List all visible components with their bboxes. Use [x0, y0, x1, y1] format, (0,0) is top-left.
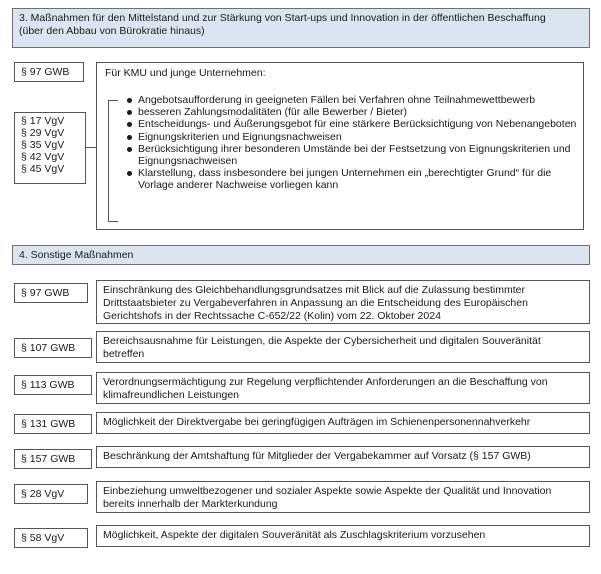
measure-description-text: Einschränkung des Gleichbehandlungsgrundsatzes mit Blick auf die Zulassung bestimmter Drittstaatsbieter zu Vergabeverfahren in Anpassung an die Entscheidung des Europäischen Gerichtshofs in der Rechtssache C-652/22 (Kolin) vom 22. Oktober 2024 — [103, 284, 528, 322]
legal-reference-label: § 97 GWB — [21, 287, 70, 299]
section-4-header — [12, 245, 590, 265]
section-4-title: 4. Sonstige Maßnahmen — [19, 249, 134, 261]
sme-measures-list — [126, 94, 581, 192]
list-item: Angebotsaufforderung in geeigneten Fällen bei Verfahren ohne Teilnahmewettbewerb — [126, 94, 581, 106]
legal-reference-label: § 131 GWB — [21, 418, 76, 430]
sme-measures-intro: Für KMU und junge Unternehmen: — [105, 67, 266, 79]
legal-reference-label: § 58 VgV — [21, 532, 65, 544]
measure-description-text: Beschränkung der Amtshaftung für Mitglieder der Vergabekammer auf Vorsatz (§ 157 GWB) — [103, 450, 531, 462]
list-item: besseren Zahlungsmodalitäten (für alle Bewerber / Bieter) — [126, 106, 581, 118]
vgv-reference: § 35 VgV — [21, 139, 65, 151]
legal-reference — [14, 283, 88, 303]
vgv-reference: § 29 VgV — [21, 127, 65, 139]
legal-reference-label: § 113 GWB — [21, 379, 75, 391]
measure-description-text: Einbeziehung umweltbezogener und sozialer Aspekte sowie Aspekte der Qualität und Innovation bereits innerhalb der Markterkundung — [103, 485, 552, 510]
sme-measures-list-wrap — [126, 94, 581, 192]
section-3-header — [12, 8, 590, 48]
list-item: Klarstellung, dass insbesondere bei jungen Unternehmen ein „berechtigter Grund“ für die Vorlage anderer Nachweise vorliegen kann — [126, 167, 581, 191]
measure-description — [96, 481, 590, 513]
legal-reference — [14, 449, 92, 469]
vgv-reference-list — [14, 112, 86, 184]
measure-description-text: Bereichsausnahme für Leistungen, die Aspekte der Cybersicherheit und digitalen Souveränität betreffen — [103, 335, 541, 360]
legal-reference-label: § 28 VgV — [21, 488, 65, 500]
vgv-reference: § 17 VgV — [21, 115, 65, 127]
list-item: Berücksichtigung ihrer besonderen Umstände bei der Festsetzung von Eignungskriterien und Eignungsnachweisen — [126, 143, 581, 167]
list-item: Eignungskriterien und Eignungsnachweisen — [126, 131, 581, 143]
legal-reference-label: § 107 GWB — [21, 342, 76, 354]
vgv-reference: § 42 VgV — [21, 151, 65, 163]
measure-description — [96, 412, 590, 434]
legal-reference-label: § 157 GWB — [21, 453, 76, 465]
legal-reference — [14, 414, 92, 434]
bullet-bracket — [108, 100, 118, 222]
legal-reference — [14, 62, 84, 82]
legal-reference — [14, 338, 92, 358]
measure-description-text: Verordnungsermächtigung zur Regelung verpflichtender Anforderungen an die Beschaffung von klimafreundlichen Leistungen — [103, 376, 548, 401]
legal-reference — [14, 528, 88, 548]
legal-reference — [14, 375, 92, 395]
measure-description — [96, 446, 590, 468]
vgv-reference: § 45 VgV — [21, 163, 65, 175]
section-3-title: 3. Maßnahmen für den Mittelstand und zur Stärkung von Start-ups und Innovation in der öffentlichen Beschaffung — [19, 12, 546, 24]
list-item: Entscheidungs- und Äußerungsgebot für eine stärkere Berücksichtigung von Nebenangeboten — [126, 118, 581, 130]
measure-description — [96, 280, 590, 324]
section-3-subtitle: (über den Abbau von Bürokratie hinaus) — [19, 25, 205, 37]
measure-description-text: Möglichkeit, Aspekte der digitalen Souveränität als Zuschlagskriterium vorzusehen — [103, 529, 486, 541]
legal-reference-label: § 97 GWB — [21, 66, 70, 78]
measure-description — [96, 331, 590, 363]
measure-description — [96, 372, 590, 404]
measure-description — [96, 525, 590, 547]
measure-description-text: Möglichkeit der Direktvergabe bei geringfügigen Aufträgen im Schienenpersonennahverkehr — [103, 416, 531, 428]
legal-reference — [14, 484, 88, 504]
